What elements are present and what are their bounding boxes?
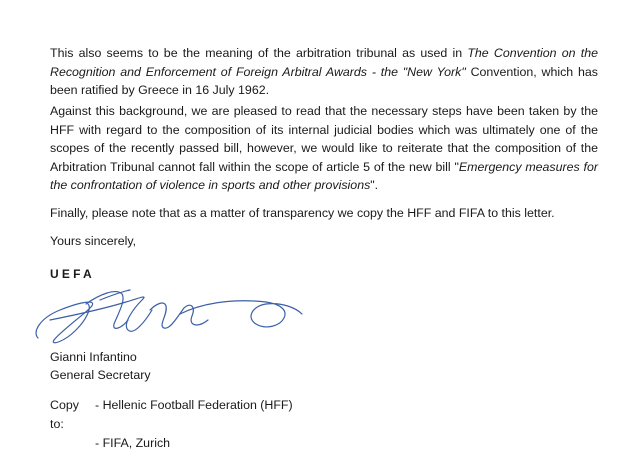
copy-to-recipient-fifa: - FIFA, Zurich bbox=[95, 436, 171, 450]
signatory-name: Gianni Infantino bbox=[50, 350, 137, 364]
copy-to-section bbox=[50, 396, 293, 453]
p2-text-start: Against this background, we are pleased to read that the necessary steps have been taken by the HFF with regard to the composition of its internal judicial bodies which was ultimately one of the scopes of the recently passed bill, however, we would like to reiterate that the composition of the Arbitration Tribunal cannot fall within the scope of article 5 of the new bill " bbox=[50, 104, 598, 174]
closing-salutation: Yours sincerely, bbox=[50, 234, 137, 248]
copy-to-recipient-hff: - Hellenic Football Federation (HFF) bbox=[95, 398, 293, 412]
copy-to-line bbox=[50, 434, 293, 453]
paragraph-transparency: Finally, please note that as a matter of transparency we copy the HFF and FIFA to this letter. bbox=[50, 206, 555, 220]
organization-name: UEFA bbox=[50, 267, 95, 281]
p1-text-start: This also seems to be the meaning of the arbitration tribunal as used in bbox=[50, 46, 468, 60]
copy-to-line bbox=[50, 396, 293, 434]
signatory-title: General Secretary bbox=[50, 368, 151, 382]
p2-bill-title: Emergency measures for the confrontation of violence in sports and other provisions bbox=[50, 159, 598, 192]
handwritten-signature bbox=[30, 280, 330, 350]
p1-convention-title: The Convention on the Recognition and Enforcement of Foreign Arbitral Awards - the "New York" bbox=[50, 46, 598, 79]
copy-to-label: Copy to: bbox=[50, 398, 79, 431]
p2-text-end: ". bbox=[370, 178, 379, 192]
paragraph-new-york-convention bbox=[50, 44, 598, 100]
copy-to-label-spacer bbox=[50, 434, 95, 453]
p1-text-end: Convention, which has been ratified by Greece in 16 July 1962. bbox=[50, 64, 598, 97]
paragraph-background bbox=[50, 102, 598, 195]
